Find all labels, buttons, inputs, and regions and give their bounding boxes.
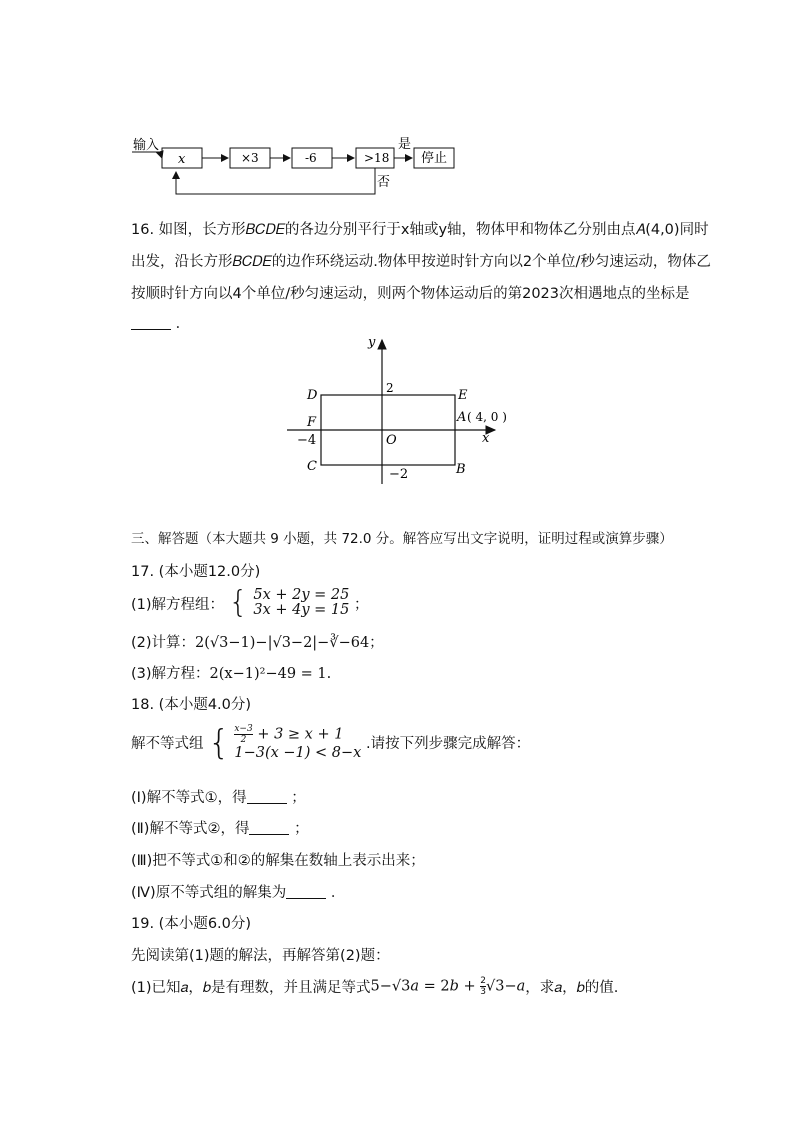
q17-part1 bbox=[131, 585, 369, 620]
flow-box-x-label: x bbox=[178, 152, 186, 167]
q18-step2-blank bbox=[249, 820, 289, 835]
q18-ineq2: 1−3(x −1) < 8−x bbox=[234, 745, 362, 761]
flow-no-label: 否 bbox=[377, 175, 391, 190]
q18-frac-num: x−3 bbox=[234, 724, 253, 734]
q19-p1-eq-left: 5−√3𝑎 = 2𝑏 + bbox=[370, 978, 476, 995]
label-origin: O bbox=[386, 433, 397, 448]
q17-p3-expr: 2(x−1)²−49 = 1. bbox=[209, 666, 332, 682]
q18-title: 18. (本小题4.0分) bbox=[131, 697, 252, 713]
q17-p1-label: (1)解方程组： bbox=[131, 596, 225, 613]
flow-input-label: 输入 bbox=[133, 138, 160, 153]
q19-frac-num: 2 bbox=[480, 976, 486, 986]
q18-step1-blank bbox=[247, 789, 287, 804]
q17-eq2: 3x + 4y = 15 bbox=[253, 602, 350, 618]
label-a: A bbox=[457, 410, 467, 425]
q18-step2-end: ； bbox=[294, 821, 309, 837]
label-f: F bbox=[307, 415, 317, 430]
q18-step1-text: (Ⅰ)解不等式①，得 bbox=[131, 790, 247, 806]
q19-title: 19. (本小题6.0分) bbox=[131, 916, 252, 932]
label-neg4: −4 bbox=[297, 433, 317, 448]
label-neg2: −2 bbox=[389, 467, 409, 482]
q17-p2-expr: 2(√3−1)−|√3−2|−∛−64； bbox=[195, 635, 384, 651]
q18-step4-end: ． bbox=[330, 885, 346, 901]
q17-p3-label: (3)解方程： bbox=[131, 666, 210, 682]
flow-box-minus6-label: -6 bbox=[305, 151, 317, 165]
q19-part1 bbox=[131, 976, 618, 997]
q17-part2 bbox=[131, 631, 384, 652]
label-e: E bbox=[458, 388, 468, 403]
flowchart bbox=[120, 130, 480, 200]
q16-line3: 按顺时针方向以4个单位/秒匀速运动，则两个物体运动后的第2023次相遇地点的坐标是 bbox=[131, 286, 690, 302]
q16-line4-end: ． bbox=[175, 316, 191, 332]
label-b: B bbox=[456, 462, 466, 477]
q18-step2 bbox=[131, 817, 309, 838]
label-c: C bbox=[307, 459, 317, 474]
flow-yes-label: 是 bbox=[398, 137, 412, 152]
label-y: y bbox=[368, 335, 376, 350]
q18-system bbox=[131, 724, 530, 761]
q18-brace: { bbox=[208, 722, 230, 763]
section3-heading: 三、解答题（本大题共 9 小题，共 72.0 分。解答应写出文字说明，证明过程或演算步骤） bbox=[131, 531, 673, 547]
q19-intro: 先阅读第(1)题的解法，再解答第(2)题： bbox=[131, 948, 390, 964]
q19-p1-eq-right: √3−𝑎 bbox=[486, 978, 526, 995]
q19-p1-a: (1)已知𝑎，𝑏是有理数，并且满足等式 bbox=[131, 980, 371, 996]
q19-p1-end: ，求𝑎，𝑏的值. bbox=[525, 980, 619, 996]
flow-box-stop-label: 停止 bbox=[421, 151, 448, 166]
q16-figure bbox=[285, 332, 515, 492]
q17-p2-label: (2)计算： bbox=[131, 635, 196, 651]
flow-box-times3-label: ×3 bbox=[241, 151, 259, 165]
q16-answer-blank bbox=[131, 315, 171, 330]
q17-brace: { bbox=[228, 585, 248, 620]
q17-part3 bbox=[131, 662, 331, 683]
q18-frac-den: 2 bbox=[240, 735, 247, 745]
q18-step1-end: ； bbox=[291, 790, 306, 806]
q18-intro: 解不等式组 bbox=[131, 736, 204, 752]
flow-box-gt18-label: >18 bbox=[364, 151, 390, 165]
q18-step4-text: (Ⅳ)原不等式组的解集为 bbox=[131, 885, 287, 901]
label-2: 2 bbox=[386, 381, 394, 395]
q16-line1: 16. 如图，长方形𝐵𝐶𝐷𝐸的各边分别平行于x轴或y轴，物体甲和物体乙分别由点𝐴(4,0)同时 bbox=[131, 222, 709, 238]
q18-step3: (Ⅲ)把不等式①和②的解集在数轴上表示出来； bbox=[131, 853, 425, 869]
q18-step4-blank bbox=[286, 884, 326, 899]
q18-step1 bbox=[131, 786, 306, 807]
q19-frac-den: 3 bbox=[480, 987, 486, 997]
label-d: D bbox=[307, 388, 318, 403]
q17-p1-end: ； bbox=[353, 596, 369, 613]
label-x: x bbox=[482, 431, 490, 446]
q17-eq1: 5x + 2y = 25 bbox=[253, 587, 350, 603]
label-a-coords: ( 4, 0 ) bbox=[467, 410, 507, 424]
q18-step4 bbox=[131, 881, 345, 902]
q17-title: 17. (本小题12.0分) bbox=[131, 564, 261, 580]
q16-line2: 出发，沿长方形𝐵𝐶𝐷𝐸的边作环绕运动.物体甲按逆时针方向以2个单位/秒匀速运动，物体乙 bbox=[131, 254, 711, 270]
q18-intro-end: .请按下列步骤完成解答： bbox=[365, 736, 531, 752]
q18-step2-text: (Ⅱ)解不等式②，得 bbox=[131, 821, 250, 837]
q18-ineq1-rest: + 3 ≥ x + 1 bbox=[257, 726, 344, 743]
q16-line4 bbox=[131, 312, 190, 333]
